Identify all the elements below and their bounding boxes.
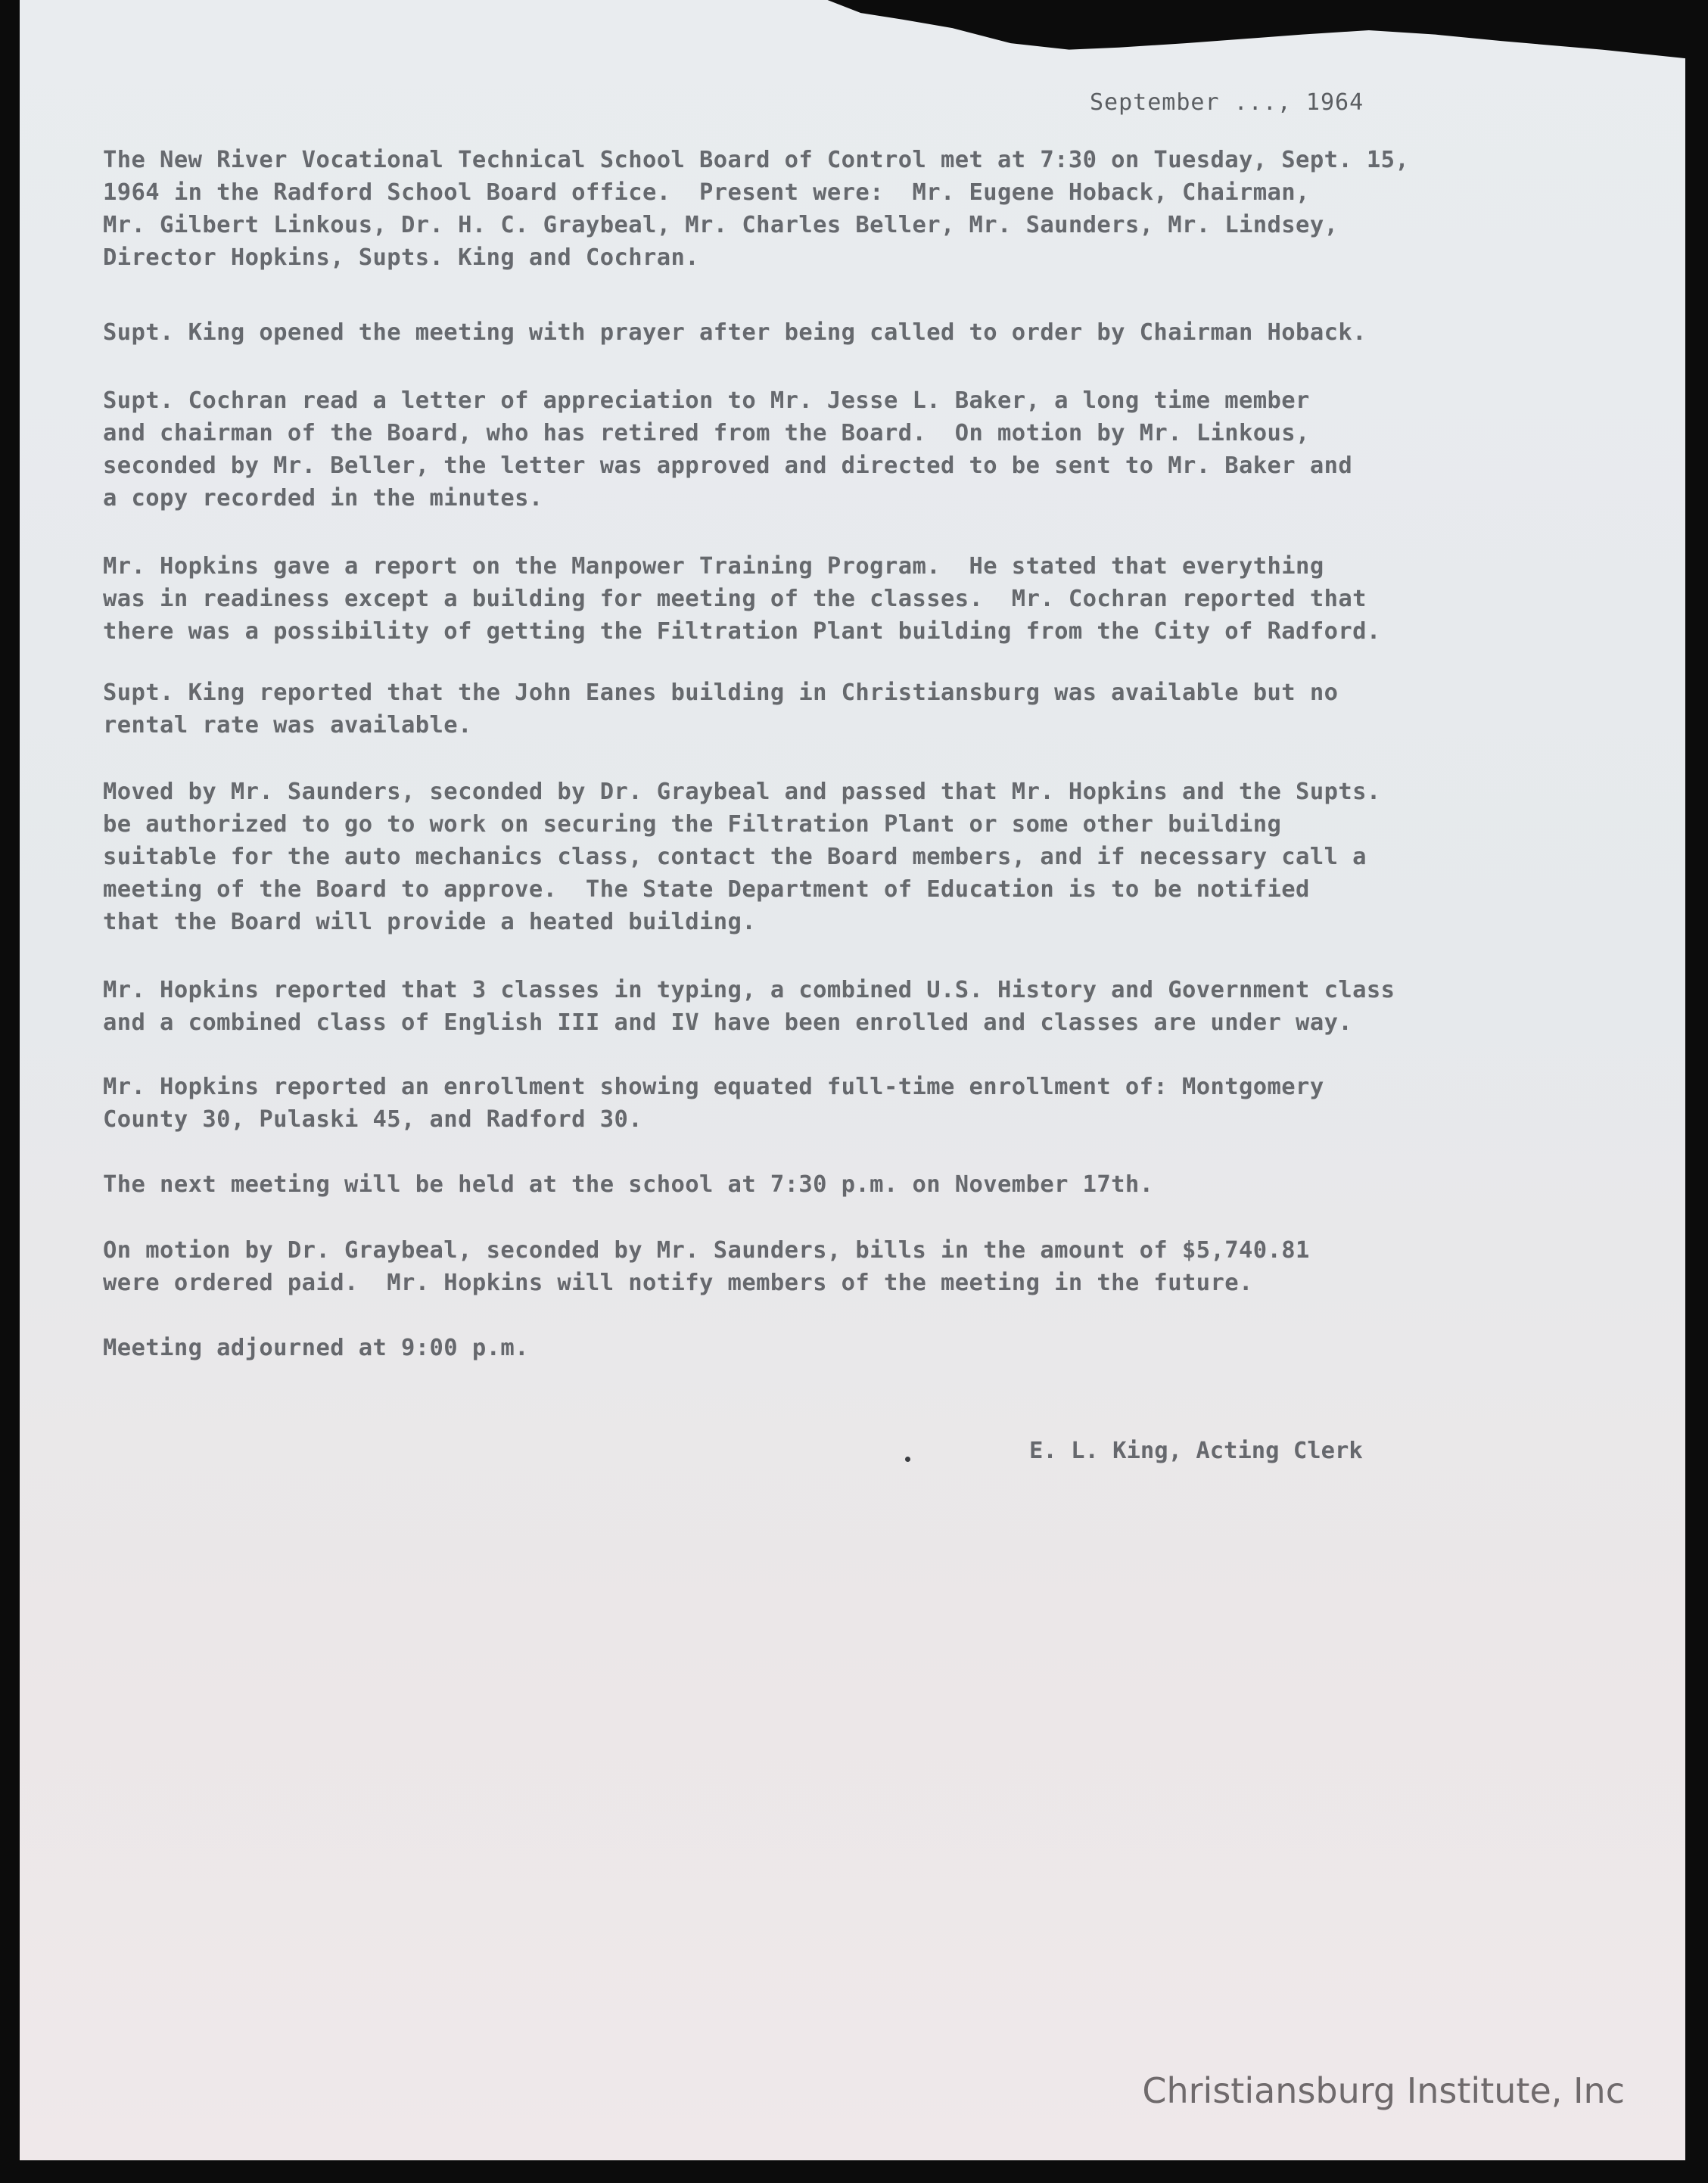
signature: E. L. King, Acting Clerk xyxy=(1029,1438,1363,1464)
paragraph-bills: On motion by Dr. Graybeal, seconded by Mr. Saunders, bills in the amount of $5,740.81 were ordered paid. Mr. Hopkins will notify members of the meeting in the future. xyxy=(103,1237,1310,1296)
signature-dot xyxy=(905,1457,910,1462)
paragraph-enrollment: Mr. Hopkins reported an enrollment showing equated full-time enrollment of: Montgomery County 30, Pulaski 45, and Radford 30. xyxy=(103,1074,1324,1133)
header-date: September ..., 1964 xyxy=(1090,89,1364,116)
watermark: Christiansburg Institute, Inc xyxy=(1142,2070,1625,2111)
paragraph-appreciation: Supt. Cochran read a letter of appreciation to Mr. Jesse L. Baker, a long time member and chairman of the Board, who has retired from the Board. On motion by Mr. Linkous, seconded by Mr. Beller, the letter was approved and directed to be sent to Mr. Baker and a copy recorded in the minutes. xyxy=(103,387,1353,512)
paragraph-attendance: The New River Vocational Technical School Board of Control met at 7:30 on Tuesday, Sept. 15, 1964 in the Radford School Board office. Present were: Mr. Eugene Hoback, Chairman, Mr. Gilbert Linkous, Dr. H. C. Graybeal, Mr. Charles Beller, Mr. Saunders, Mr. Lindsey, Director Hopkins, Supts. King and Cochran. xyxy=(103,147,1410,271)
paragraph-adjourned: Meeting adjourned at 9:00 p.m. xyxy=(103,1335,529,1361)
paragraph-motion-building: Moved by Mr. Saunders, seconded by Dr. Graybeal and passed that Mr. Hopkins and the Supts. be authorized to go to work on securing the Filtration Plant or some other building suitable for the auto mechanics class, contact the Board members, and if necessary call a meeting of the Board to approve. The State Department of Education is to be notified that the Board will provide a heated building. xyxy=(103,779,1381,935)
paragraph-next-meeting: The next meeting will be held at the school at 7:30 p.m. on November 17th. xyxy=(103,1171,1154,1198)
paragraph-eanes-building: Supt. King reported that the John Eanes building in Christiansburg was available but no rental rate was available. xyxy=(103,679,1339,739)
paragraph-classes: Mr. Hopkins reported that 3 classes in typing, a combined U.S. History and Government class and a combined class of English III and IV have been enrolled and classes are under way. xyxy=(103,977,1395,1036)
paragraph-manpower: Mr. Hopkins gave a report on the Manpower Training Program. He stated that everything was in readiness except a building for meeting of the classes. Mr. Cochran reported that there was a possibility of getting the Filtration Plant building from the City of Radford. xyxy=(103,553,1381,645)
paragraph-prayer: Supt. King opened the meeting with prayer after being called to order by Chairman Hoback. xyxy=(103,319,1367,346)
